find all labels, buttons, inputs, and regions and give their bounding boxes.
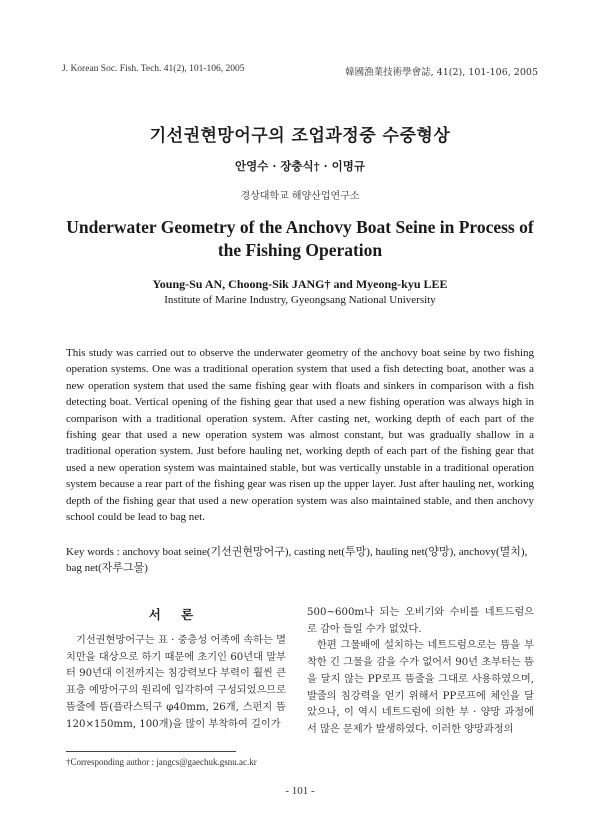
english-affiliation: Institute of Marine Industry, Gyeongsang National University <box>164 294 436 306</box>
abstract: This study was carried out to observe the underwater geometry of the anchovy boat seine by two fishing operation systems. One was a traditional operation system that used a fish detecting boat, another was a new operation system that used the same fishing gear with floats and sinkers in comparison with a fish detecting boat. Vertical opening of the fishing gear that used a new fishing operation was always high in comparison with a traditional operation system. After casting net, working depth of each part of the fishing gear that used a new operation system was almost constant, but was gradually shallow in a traditional operation system. Just before hauling net, working depth of each part of the fishing gear that used a new operation system was maintained stable, but was vertically unstable in a traditional operation system because a rear part of the fishing gear was risen up the upper layer. Just after hauling net, working depth of the fishing gear that used a new operation system was also maintained stable, and then anchovy school could be lead to bag net. <box>66 347 534 524</box>
section-title-introduction: 서 론 <box>148 607 202 622</box>
body-paragraph: 한편 그물배에 설치하는 네트드럼으로는 뜸을 부착한 긴 그물을 감을 수가 없어서 90년 초부터는 뜸을 달지 않는 PP로프 뜸줄을 그대로 사용하였으며, 발줄의 침강력을 얻기 위해서 PP로프에 체인을 달았으나, 이 역시 네트드럼에 의한 부 · 양망 과정에서 많은 문제가 발생하였다. 이러한 양망과정의 <box>307 640 534 735</box>
journal-header-left: J. Korean Soc. Fish. Tech. 41(2), 101-106, 2005 <box>62 64 245 74</box>
korean-authors: 안영수 · 장충식† · 이명규 <box>234 159 366 173</box>
korean-affiliation: 경상대학교 해양산업연구소 <box>240 191 360 202</box>
keywords <box>66 544 534 577</box>
english-authors: Young-Su AN, Choong-Sik JANG† and Myeong-kyu LEE <box>152 277 448 291</box>
korean-title: 기선권현망어구의 조업과정중 수중형상 <box>149 126 451 146</box>
page-number: - 101 - <box>285 785 315 797</box>
body-column-left <box>66 633 286 733</box>
body-column-right <box>307 605 534 739</box>
keywords-label: Key words : <box>66 546 120 558</box>
keywords-text: anchovy boat seine(기선권현망어구), casting net(투망), hauling net(양망), anchovy(멸치), bag net(자루그물) <box>66 546 528 575</box>
english-title <box>62 216 538 262</box>
body-paragraph: 500~600m나 되는 오비기와 수비를 네트드럼으로 감아 들일 수가 없었다. <box>307 607 534 635</box>
corresponding-author-footnote: †Corresponding author : jangcs@gaechuk.gsnu.ac.kr <box>66 757 257 767</box>
journal-header-right: 韓國漁業技術學會誌, 41(2), 101-106, 2005 <box>345 67 538 78</box>
english-title-line-2: the Fishing Operation <box>217 240 383 260</box>
body-paragraph: 기선권현망어구는 표 · 중층성 어족에 속하는 멸치만을 대상으로 하기 때문에 초기인 60년대 말부터 90년대 이전까지는 침강력보다 부력이 훨씬 큰 표층 예망어구의 원리에 입각하여 구성되었으므로 뜸줄에 뜸(플라스틱구 φ40mm, 26개, 스펀지 뜸 120×150mm, 100개)을 많이 부착하여 길이가 <box>66 635 286 730</box>
footnote-divider <box>66 751 236 752</box>
english-title-line-1: Underwater Geometry of the Anchovy Boat Seine in Process of <box>66 217 534 237</box>
